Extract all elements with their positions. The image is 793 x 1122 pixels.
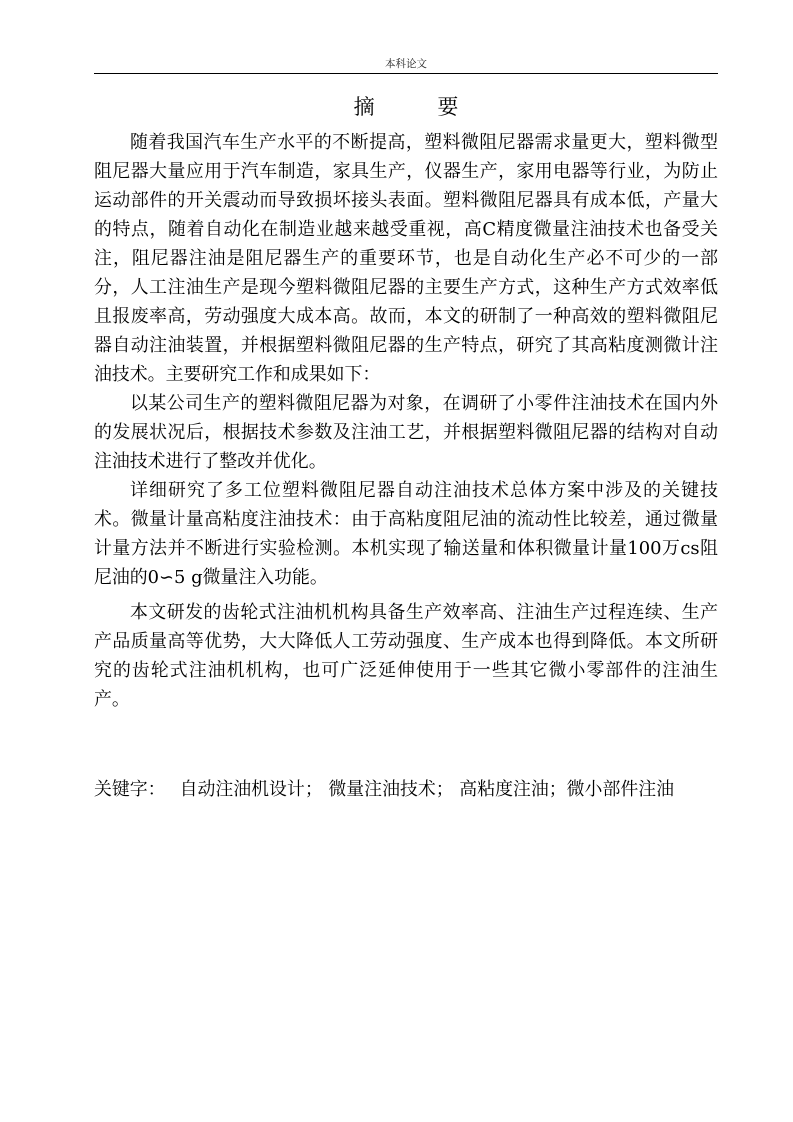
keywords-label: 关键字： (94, 779, 166, 800)
abstract-paragraph-conclusion: 本文研发的齿轮式注油机机构具备生产效率高、注油生产过程连续、生产产品质量高等优势，大大降低人工劳动强度、生产成本也得到降低。本文所研究的齿轮式注油机机构，也可广泛延伸使用于一些其它微小零部件的注油生产。 (94, 602, 718, 710)
abstract-paragraph-research-object: 以某公司生产的塑料微阻尼器为对象，在调研了小零件注油技术在国内外的发展状况后，根据技术参数及注油工艺，并根据塑料微阻尼器的结构对自动注油技术进行了整改并优化。 (94, 393, 718, 472)
keywords-list: 自动注油机设计； 微量注油技术； 高粘度注油；微小部件注油 (179, 779, 675, 800)
keywords-line (94, 775, 718, 804)
abstract-title: 摘 要 (353, 95, 487, 119)
running-header: 本科论文 (385, 58, 427, 70)
abstract-body (94, 128, 718, 714)
header-rule (94, 73, 718, 74)
abstract-paragraph-background: 随着我国汽车生产水平的不断提高，塑料微阻尼器需求量更大，塑料微型阻尼器大量应用于汽车制造，家具生产，仪器生产，家用电器等行业，为防止运动部件的开关震动而导致损坏接头表面。塑料微阻尼器具有成本低，产量大的特点，随着自动化在制造业越来越受重视，高C精度微量注油技术也备受关注，阻尼器注油是阻尼器生产的重要环节，也是自动化生产必不可少的一部分，人工注油生产是现今塑料微阻尼器的主要生产方式，这种生产方式效率低且报废率高，劳动强度大成本高。故而，本文的研制了一种高效的塑料微阻尼器自动注油装置，并根据塑料微阻尼器的生产特点，研究了其高粘度测微计注油技术。主要研究工作和成果如下： (94, 132, 718, 385)
abstract-paragraph-key-technology: 详细研究了多工位塑料微阻尼器自动注油技术总体方案中涉及的关键技术。微量计量高粘度注油技术：由于高粘度阻尼油的流动性比较差，通过微量计量方法并不断进行实验检测。本机实现了输送量和体积微量计量100万cs阻尼油的0∽5 g微量注入功能。 (94, 480, 718, 588)
